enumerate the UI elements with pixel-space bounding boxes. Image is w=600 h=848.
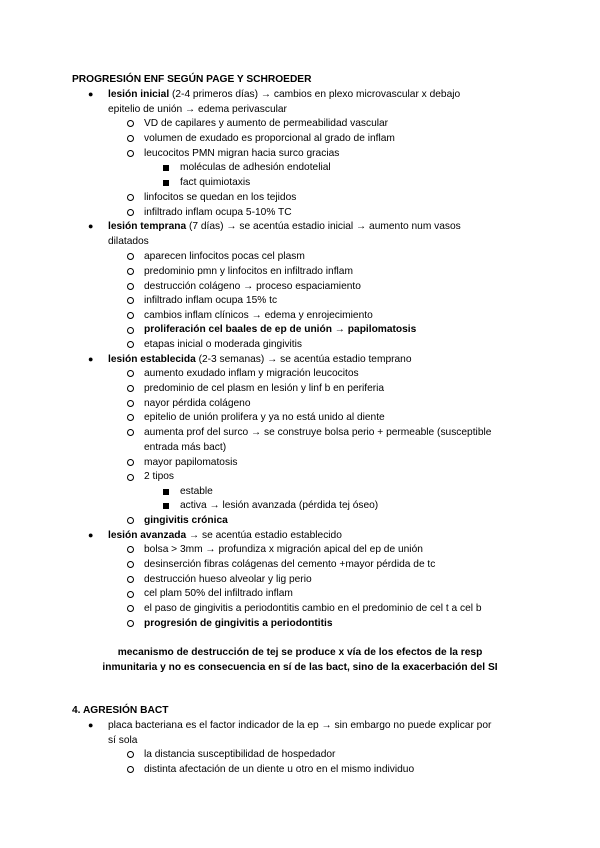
term: lesión temprana [108, 221, 187, 232]
description: → se acentúa estadio establecido [186, 530, 342, 541]
square-bullet-icon [163, 180, 169, 186]
circle-bullet-icon [127, 283, 134, 290]
sub-item: bolsa > 3mm → profundiza x migración apical del ep de unión [144, 544, 423, 555]
list-item-lesion-avanzada [108, 528, 548, 543]
circle-bullet-icon [127, 120, 134, 127]
sub-item-bold: gingivitis crónica [144, 515, 228, 526]
sub-item: aumenta prof del surco → se construye bolsa perio + permeable (susceptible [144, 427, 492, 438]
circle-bullet-icon [127, 591, 134, 598]
sub-sub-item: activa → lesión avanzada (pérdida tej óseo) [180, 500, 379, 511]
sub-item: cambios inflam clínicos → edema y enrojecimiento [144, 310, 373, 321]
square-bullet-icon [163, 165, 169, 171]
sub-item: etapas inicial o moderada gingivitis [144, 339, 302, 350]
circle-bullet-icon [127, 385, 134, 392]
sub-item: infiltrado inflam ocupa 5-10% TC [144, 207, 292, 218]
circle-bullet-icon [127, 135, 134, 142]
sub-item: destrucción colágeno → proceso espaciamiento [144, 281, 361, 292]
circle-bullet-icon [127, 459, 134, 466]
circle-bullet-icon [127, 546, 134, 553]
circle-bullet-icon [127, 312, 134, 319]
sub-item: leucocitos PMN migran hacia surco gracias [144, 148, 340, 159]
bullet-icon: ● [88, 720, 94, 730]
list-item-continuation: epitelio de unión → edema perivascular [108, 104, 287, 115]
sub-item: epitelio de unión prolifera y ya no está unido al diente [144, 412, 385, 423]
circle-bullet-icon [127, 517, 134, 524]
list-item-continuation: sí sola [108, 735, 138, 746]
circle-bullet-icon [127, 751, 134, 758]
circle-bullet-icon [127, 766, 134, 773]
term: lesión avanzada [108, 530, 187, 541]
sub-item: la distancia susceptibilidad de hospedador [144, 749, 336, 760]
term: lesión establecida [108, 354, 196, 365]
bullet-icon: ● [88, 530, 94, 540]
circle-bullet-icon [127, 209, 134, 216]
description: (7 días) → se acentúa estadio inicial → aumento num vasos [186, 221, 461, 232]
circle-bullet-icon [127, 620, 134, 627]
sub-item: predominio de cel plasm en lesión y linf b en periferia [144, 383, 385, 394]
circle-bullet-icon [127, 370, 134, 377]
circle-bullet-icon [127, 297, 134, 304]
square-bullet-icon [163, 489, 169, 495]
circle-bullet-icon [127, 327, 134, 334]
sub-sub-item: fact quimiotaxis [180, 177, 251, 188]
section-heading: 4. AGRESIÓN BACT [72, 705, 169, 716]
circle-bullet-icon [127, 253, 134, 260]
bullet-icon: ● [88, 89, 94, 99]
description: (2-3 semanas) → se acentúa estadio temprano [195, 354, 412, 365]
square-bullet-icon [163, 503, 169, 509]
description: (2-4 primeros días) → cambios en plexo microvascular x debajo [169, 89, 461, 100]
sub-item: mayor papilomatosis [144, 457, 238, 468]
sub-item: cel plam 50% del infiltrado inflam [144, 588, 293, 599]
sub-item: linfocitos se quedan en los tejidos [144, 192, 297, 203]
conclusion-line: inmunitaria y no es consecuencia en sí de las bact, sino de la exacerbación del SI [102, 662, 498, 673]
page-title: PROGRESIÓN ENF SEGÚN PAGE Y SCHROEDER [72, 74, 312, 85]
sub-item: predominio pmn y linfocitos en infiltrado inflam [144, 266, 353, 277]
circle-bullet-icon [127, 150, 134, 157]
list-item-lesion-establecida [108, 352, 548, 367]
bullet-icon: ● [88, 221, 94, 231]
sub-item-continuation: entrada más bact) [144, 442, 227, 453]
sub-item: el paso de gingivitis a periodontitis cambio en el predominio de cel t a cel b [144, 603, 482, 614]
sub-item: desinserción fibras colágenas del cemento +mayor pérdida de tc [144, 559, 436, 570]
sub-item: infiltrado inflam ocupa 15% tc [144, 295, 278, 306]
sub-sub-item: estable [180, 486, 213, 497]
bullet-icon: ● [88, 354, 94, 364]
sub-item: distinta afectación de un diente u otro en el mismo individuo [144, 764, 415, 775]
circle-bullet-icon [127, 576, 134, 583]
circle-bullet-icon [127, 268, 134, 275]
sub-item: destrucción hueso alveolar y lig perio [144, 574, 312, 585]
circle-bullet-icon [127, 194, 134, 201]
conclusion-line: mecanismo de destrucción de tej se produce x vía de los efectos de la resp [117, 647, 483, 658]
sub-item: aumento exudado inflam y migración leucocitos [144, 368, 359, 379]
term: lesión inicial [108, 89, 170, 100]
circle-bullet-icon [127, 474, 134, 481]
list-item: placa bacteriana es el factor indicador de la ep → sin embargo no puede explicar por [108, 720, 492, 731]
sub-item: aparecen linfocitos pocas cel plasm [144, 251, 305, 262]
circle-bullet-icon [127, 414, 134, 421]
sub-item-bold: proliferación cel baales de ep de unión → papilomatosis [144, 324, 417, 335]
sub-item: VD de capilares y aumento de permeabilidad vascular [144, 118, 389, 129]
list-item-lesion-inicial [108, 87, 548, 102]
sub-sub-item: moléculas de adhesión endotelial [180, 162, 331, 173]
circle-bullet-icon [127, 341, 134, 348]
list-item-continuation: dilatados [108, 236, 149, 247]
list-item-lesion-temprana [108, 219, 548, 234]
sub-item-bold: progresión de gingivitis a periodontitis [144, 618, 333, 629]
sub-item: volumen de exudado es proporcional al grado de inflam [144, 133, 395, 144]
circle-bullet-icon [127, 561, 134, 568]
circle-bullet-icon [127, 605, 134, 612]
circle-bullet-icon [127, 429, 134, 436]
sub-item: nayor pérdida colágeno [144, 398, 251, 409]
sub-item: 2 tipos [144, 471, 175, 482]
circle-bullet-icon [127, 400, 134, 407]
